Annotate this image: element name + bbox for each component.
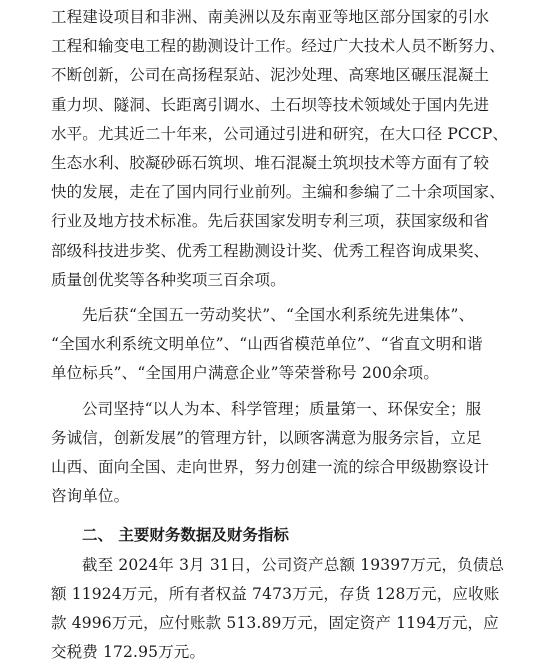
text-line: 务诚信，创新发展”的管理方针，以顾客满意为服务宗旨，立足	[51, 428, 482, 447]
text-line: 工程和输变电工程的勘测设计工作。经过广大技术人员不断努力、	[51, 37, 505, 56]
text-line: 公司坚持“以人为本、科学管理；质量第一、环保安全；服	[82, 399, 482, 418]
text-line: 单位标兵”、“全国用户满意企业”等荣誉称号 200余项。	[51, 364, 439, 383]
text-line: 行业及地方技术标准。先后获国家发明专利三项，获国家级和省	[51, 212, 490, 231]
text-line: 部级科技进步奖、优秀工程勘测设计奖、优秀工程咨询成果奖、	[51, 241, 490, 260]
text-line: 生态水利、胶凝砂砾石筑坝、堆石混凝土筑坝技术等方面有了较	[51, 154, 490, 173]
text-line: 款 4996万元，应付账款 513.89万元，固定资产 1194万元，应	[51, 614, 499, 633]
financial-data-paragraph	[51, 551, 522, 667]
text-line: 交税费 172.95万元。	[51, 643, 206, 662]
text-line: 水平。尤其近二十年来，公司通过引进和研究，在大口径 PCCP、	[51, 124, 509, 143]
text-line: 额 11924万元，所有者权益 7473万元，存货 128万元，应收账	[51, 584, 500, 603]
text-line: 质量创优奖等各种奖项三百余项。	[51, 270, 286, 289]
text-line: 工程建设项目和非洲、南美洲以及东南亚等地区部分国家的引水	[51, 8, 490, 26]
section-heading: 二、 主要财务数据及财务指标	[82, 526, 289, 545]
honors-paragraph	[51, 301, 522, 389]
text-line: 山西、面向全国、走向世界，努力创建一流的综合甲级勘察设计	[51, 458, 490, 477]
text-line: 截至 2024年 3月 31日，公司资产总额 19397万元，负债总	[82, 555, 505, 574]
text-line: 重力坝、隧洞、长距离引调水、土石坝等技术领域处于国内先进	[51, 95, 490, 114]
text-line: 咨询单位。	[51, 487, 130, 506]
text-line: 先后获“全国五一劳动奖状”、“全国水利系统先进集体”、	[82, 306, 475, 325]
text-line: “全国水利系统文明单位”、“山西省模范单位”、“省直文明和谐	[51, 335, 483, 354]
management-policy-paragraph	[51, 395, 522, 512]
text-line: 快的发展，走在了国内同行业前列。主编和参编了二十余项国家、	[51, 183, 505, 202]
text-line: 不断创新，公司在高扬程泵站、泥沙处理、高寒地区碾压混凝土	[51, 66, 490, 85]
company-overview-paragraph	[51, 3, 522, 295]
